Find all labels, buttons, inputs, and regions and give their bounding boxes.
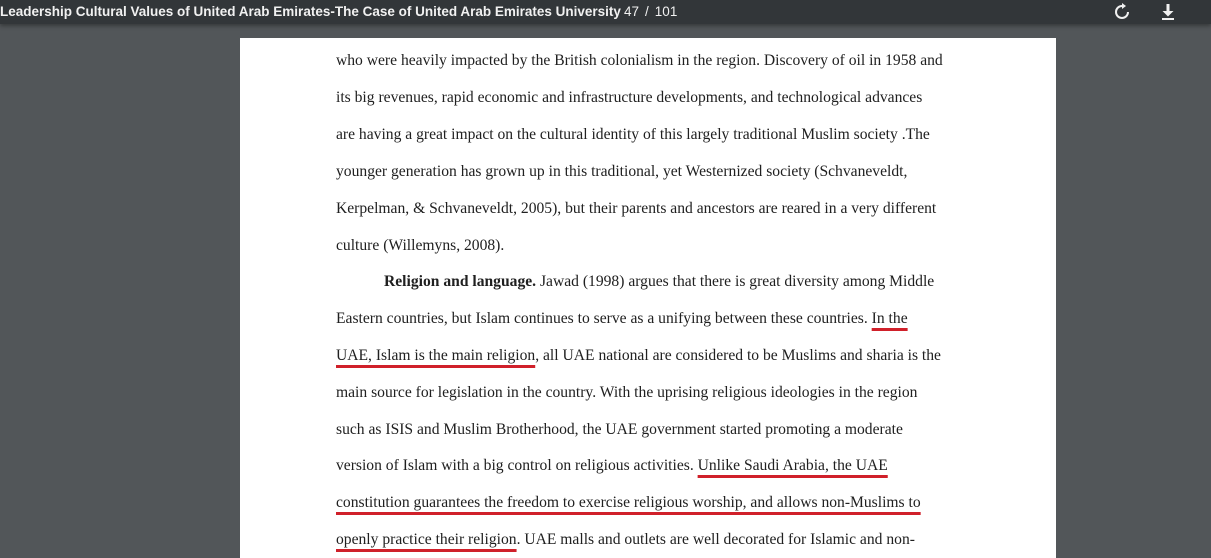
text-line: Kerpelman, & Schvaneveldt, 2005), but their parents and ancestors are reared in a very different — [336, 200, 937, 217]
paragraph-line — [384, 271, 934, 293]
underlined-annotation: openly practice their religion — [336, 531, 517, 548]
text-segment: . UAE malls and outlets are well decorated for Islamic and non- — [516, 531, 915, 548]
paragraph-line — [336, 492, 921, 514]
text-line: younger generation has grown up in this traditional, yet Westernized society (Schvaneveldt, — [336, 163, 908, 180]
page-separator: / — [645, 4, 649, 19]
rotate-icon[interactable] — [1112, 2, 1132, 22]
text-segment: Jawad (1998) argues that there is great diversity among Middle — [539, 273, 935, 290]
pdf-toolbar — [0, 0, 1211, 24]
current-page-number[interactable]: 47 — [624, 4, 640, 19]
text-segment: Eastern countries, but Islam continues to serve as a unifying between these countries. — [336, 310, 872, 327]
paragraph-line — [336, 308, 908, 330]
underlined-annotation: In the — [871, 310, 908, 327]
text-line: its big revenues, rapid economic and infrastructure developments, and technological advances — [336, 89, 923, 106]
text-line: main source for legislation in the country. With the uprising religious ideologies in the region — [336, 384, 918, 401]
document-title: Leadership Cultural Values of United Arab Emirates-The Case of United Arab Emirates University — [0, 4, 621, 19]
paragraph-line — [336, 455, 888, 477]
page-indicator — [624, 4, 677, 19]
total-pages: 101 — [654, 4, 678, 19]
section-heading: Religion and language. — [384, 273, 537, 290]
underlined-annotation: UAE, Islam is the main religion — [336, 347, 536, 364]
text-line: such as ISIS and Muslim Brotherhood, the UAE government started promoting a moderate — [336, 421, 903, 438]
text-line: are having a great impact on the cultural identity of this largely traditional Muslim society .The — [336, 126, 930, 143]
underlined-annotation: constitution guarantees the freedom to exercise religious worship, and allows non-Muslims to — [336, 494, 921, 511]
download-icon[interactable] — [1158, 2, 1178, 22]
paragraph-line — [336, 345, 941, 367]
paragraph-line — [336, 529, 915, 551]
text-segment: version of Islam with a big control on religious activities. — [336, 457, 698, 474]
pdf-page — [240, 38, 1056, 558]
underlined-annotation: Unlike Saudi Arabia, the UAE — [697, 457, 888, 474]
text-line: who were heavily impacted by the British colonialism in the region. Discovery of oil in 1958 and — [336, 52, 943, 69]
text-line: culture (Willemyns, 2008). — [336, 237, 505, 254]
text-segment: , all UAE national are considered to be Muslims and sharia is the — [535, 347, 941, 364]
